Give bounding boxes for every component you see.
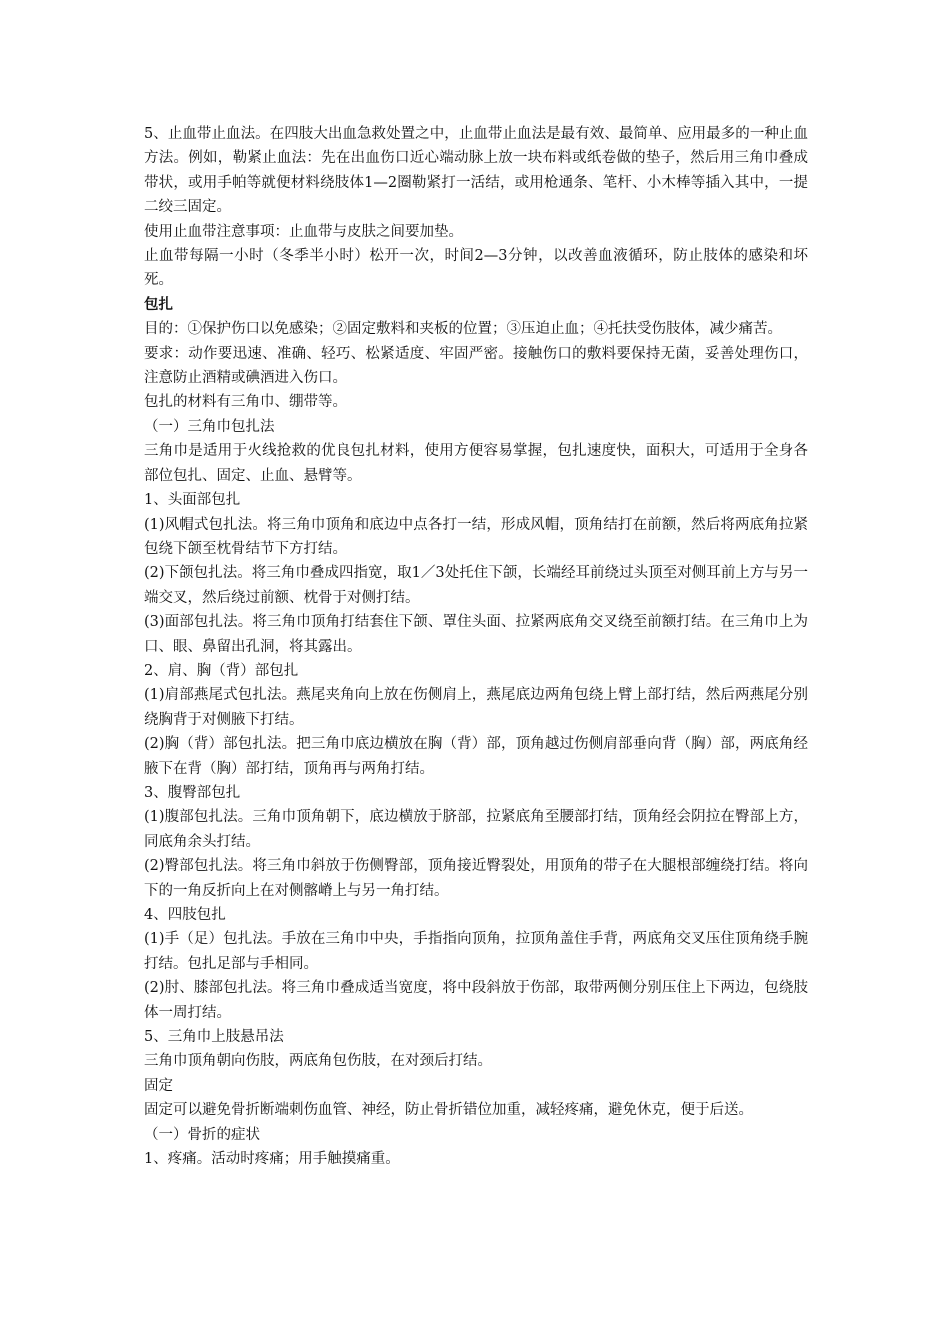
heading-shoulder-chest: 2、肩、胸（背）部包扎 bbox=[144, 662, 299, 679]
heading-head-face: 1、头面部包扎 bbox=[144, 492, 241, 509]
paragraph-bandaging-purpose: 目的：①保护伤口以免感染；②固定敷料和夹板的位置；③压迫止血；④托扶受伤肢体，减少痛苦。 bbox=[144, 321, 782, 338]
paragraph-tourniquet-release: 止血带每隔一小时（冬季半小时）松开一次，时间2—3分钟，以改善血液循环，防止肢体的感染和坏死。 bbox=[144, 248, 808, 289]
paragraph-tourniquet-method: 5、止血带止血法。在四肢大出血急救处置之中，止血带止血法是最有效、最简单、应用最多的一种止血方法。例如，勒紧止血法：先在出血伤口近心端动脉上放一块布料或纸卷做的垫子，然后用三角巾叠成带状，或用手帕等就便材料绕肢体1—2圈勒紧打一活结，或用枪通条、笔杆、小木棒等插入其中，一提二绞三固定。 bbox=[144, 126, 808, 216]
paragraph-jaw-method: (2)下颌包扎法。将三角巾叠成四指宽，取1／3处托住下颌，长端经耳前绕过头顶至对侧耳前上方与另一端交叉，然后绕过前额、枕骨于对侧打结。 bbox=[144, 565, 808, 606]
paragraph-chest-method: (2)胸（背）部包扎法。把三角巾底边横放在胸（背）部，顶角越过伤侧肩部垂向背（胸）部，两底角经腋下在背（胸）部打结，顶角再与两角打结。 bbox=[144, 736, 808, 777]
paragraph-arm-sling: 三角巾顶角朝向伤肢，两底角包伤肢，在对颈后打结。 bbox=[144, 1053, 492, 1070]
paragraph-hand-foot-method: (1)手（足）包扎法。手放在三角巾中央，手指指向顶角，拉顶角盖住手背，两底角交叉压住顶角绕手腕打结。包扎足部与手相同。 bbox=[144, 931, 808, 972]
heading-abdomen-buttocks: 3、腹臀部包扎 bbox=[144, 784, 241, 801]
paragraph-face-method: (3)面部包扎法。将三角巾顶角打结套住下颌、罩住头面、拉紧两底角交叉绕至前额打结。在三角巾上为口、眼、鼻留出孔洞，将其露出。 bbox=[144, 614, 808, 655]
paragraph-abdomen-method: (1)腹部包扎法。三角巾顶角朝下，底边横放于脐部，拉紧底角至腰部打结，顶角经会阴拉在臀部上方，同底角余头打结。 bbox=[144, 809, 808, 850]
paragraph-triangular-bandage-intro: 三角巾是适用于火线抢救的优良包扎材料，使用方便容易掌握，包扎速度快，面积大，可适用于全身各部位包扎、固定、止血、悬臂等。 bbox=[144, 443, 808, 484]
paragraph-buttocks-method: (2)臀部包扎法。将三角巾斜放于伤侧臀部，顶角接近臀裂处，用顶角的带子在大腿根部缠绕打结。将向下的一角反折向上在对侧髂嵴上与另一角打结。 bbox=[144, 858, 808, 899]
heading-fixation: 固定 bbox=[144, 1077, 173, 1094]
heading-triangular-bandage: （一）三角巾包扎法 bbox=[144, 418, 275, 435]
heading-arm-sling: 5、三角巾上肢悬吊法 bbox=[144, 1029, 284, 1046]
paragraph-fixation-purpose: 固定可以避免骨折断端刺伤血管、神经，防止骨折错位加重，减轻疼痛，避免休克，便于后送。 bbox=[144, 1102, 753, 1119]
paragraph-hood-method: (1)风帽式包扎法。将三角巾顶角和底边中点各打一结，形成风帽，顶角结打在前额，然后将两底角拉紧包绕下颌至枕骨结节下方打结。 bbox=[144, 516, 808, 557]
paragraph-elbow-knee-method: (2)肘、膝部包扎法。将三角巾叠成适当宽度，将中段斜放于伤部，取带两侧分别压住上下两边，包绕肢体一周打结。 bbox=[144, 980, 808, 1021]
paragraph-bandaging-materials: 包扎的材料有三角巾、绷带等。 bbox=[144, 394, 347, 411]
paragraph-tourniquet-notes: 使用止血带注意事项：止血带与皮肤之间要加垫。 bbox=[144, 223, 463, 240]
paragraph-symptom-pain: 1、疼痛。活动时疼痛；用手触摸痛重。 bbox=[144, 1151, 400, 1168]
paragraph-shoulder-method: (1)肩部燕尾式包扎法。燕尾夹角向上放在伤侧肩上，燕尾底边两角包绕上臂上部打结，然后两燕尾分别绕胸背于对侧腋下打结。 bbox=[144, 687, 808, 728]
document-body bbox=[144, 122, 808, 1171]
paragraph-bandaging-requirements: 要求：动作要迅速、准确、轻巧、松紧适度、牢固严密。接触伤口的敷料要保持无菌，妥善处理伤口，注意防止酒精或碘酒进入伤口。 bbox=[144, 345, 808, 387]
heading-limbs: 4、四肢包扎 bbox=[144, 907, 226, 923]
heading-bandaging: 包扎 bbox=[144, 295, 173, 313]
heading-fracture-symptoms: （一）骨折的症状 bbox=[144, 1126, 260, 1143]
